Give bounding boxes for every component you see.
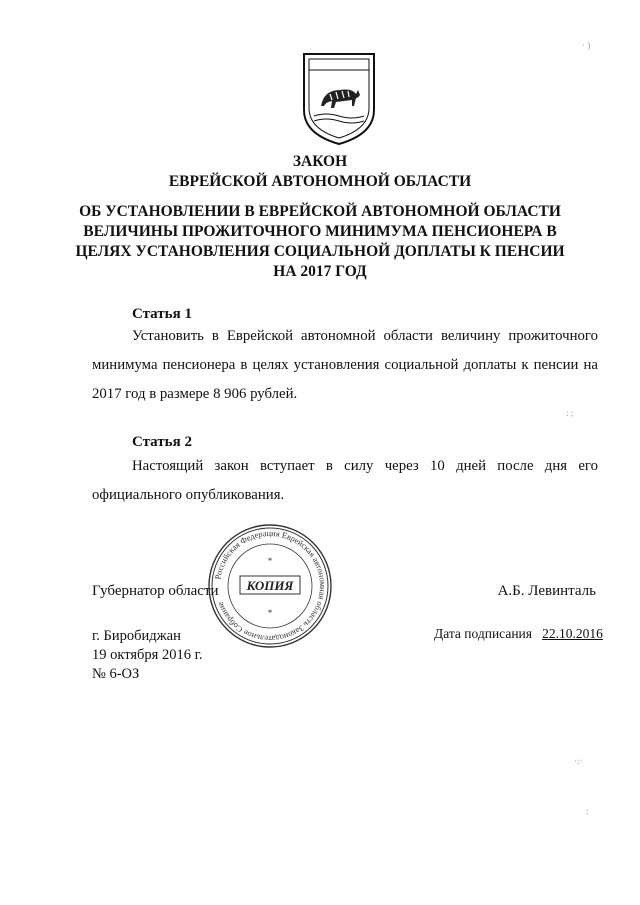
law-number: № 6-ОЗ	[92, 666, 140, 682]
law-heading: ЗАКОН	[292, 153, 348, 170]
article-1-text: Установить в Еврейской автономной области величину прожиточного минимума пенсионера в целях установления социальной доплаты к пенсии на 2017 год в размере 8 906 рублей.	[92, 328, 598, 402]
stamp-center-text: КОПИЯ	[246, 578, 294, 593]
law-date: 19 октября 2016 г.	[92, 647, 203, 663]
tiger-icon	[321, 90, 360, 109]
law-title	[0, 152, 640, 192]
signing-date-block	[434, 626, 603, 642]
official-seal-stamp	[206, 522, 334, 650]
svg-text:*: *	[267, 608, 273, 618]
article-2-text: Настоящий закон вступает в силу через 10 дней после дня его официального опубликования.	[92, 458, 598, 503]
coat-of-arms-emblem	[300, 50, 378, 148]
article-1-title: Статья 1	[132, 306, 192, 322]
law-subject-line: НА 2017 ГОД	[273, 263, 367, 280]
signatory-name: А.Б. Левинталь	[497, 583, 596, 599]
law-region: ЕВРЕЙСКОЙ АВТОНОМНОЙ ОБЛАСТИ	[168, 173, 472, 190]
document-place-date	[92, 627, 203, 684]
svg-text:*: *	[267, 556, 273, 566]
signing-date-value: 22.10.2016	[542, 626, 603, 641]
article-2-title: Статья 2	[132, 434, 192, 450]
scan-speck: : ;	[566, 408, 574, 418]
scan-speck: · )	[582, 40, 591, 50]
scan-speck: ·:·	[574, 756, 583, 766]
law-subject-line: ЦЕЛЯХ УСТАНОВЛЕНИЯ СОЦИАЛЬНОЙ ДОПЛАТЫ К ПЕНСИИ	[75, 243, 565, 260]
svg-text:Российская Федерация Еврейская: Российская Федерация Еврейская автономная область Законодательное Собрание	[213, 528, 328, 644]
signing-date-label: Дата подписания	[434, 626, 532, 641]
law-subject-line: ВЕЛИЧИНЫ ПРОЖИТОЧНОГО МИНИМУМА ПЕНСИОНЕРА В	[83, 223, 557, 240]
scan-speck: :	[586, 806, 589, 816]
city: г. Биробиджан	[92, 628, 181, 644]
signatory-position: Губернатор области	[92, 583, 219, 599]
law-subject	[0, 202, 640, 282]
law-subject-line: ОБ УСТАНОВЛЕНИИ В ЕВРЕЙСКОЙ АВТОНОМНОЙ ОБЛАСТИ	[79, 203, 561, 220]
